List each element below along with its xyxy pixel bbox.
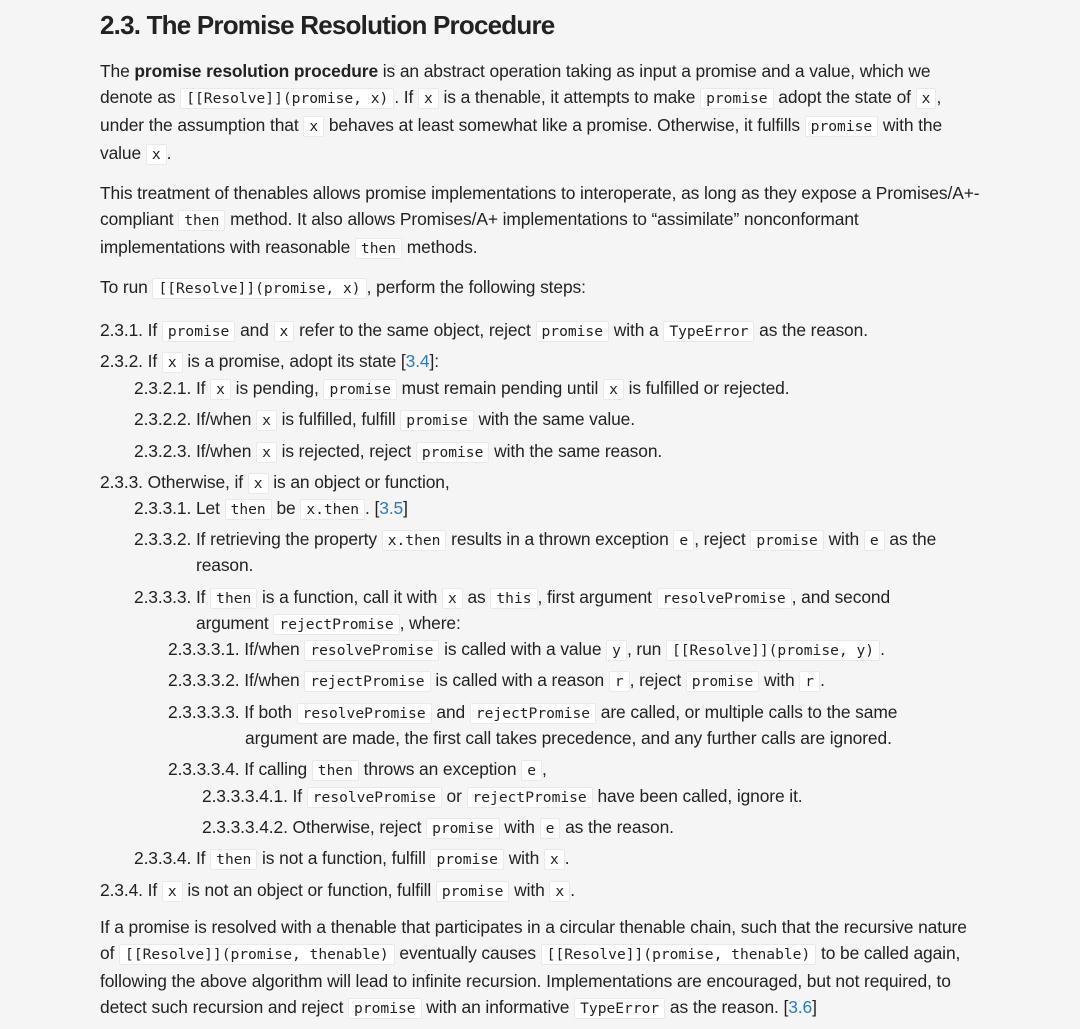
text: The [100,61,135,81]
step-2-3-4 [100,877,575,905]
text: is a function, call it with [257,587,442,607]
reference-link[interactable]: 3.6 [788,997,813,1017]
text: as the [884,529,937,549]
text: , reject [694,529,751,549]
code: promise [536,321,610,342]
code: x [162,352,183,373]
text: is not a function, fulfill [257,848,431,868]
text: , run [626,639,666,659]
text: , under the assumption that [100,87,942,135]
text: with the same value. [473,409,635,429]
code: r [609,671,630,692]
code: [[Resolve]](promise, thenable) [541,944,817,965]
code: then [178,210,225,231]
code: resolvePromise [304,640,439,661]
run-intro [100,274,586,302]
code: x [544,849,565,870]
code: r [799,671,820,692]
text: as the reason. [754,320,868,340]
text: . [564,848,570,868]
text: is pending, [230,378,324,398]
text: . [820,670,825,690]
code: x [256,442,277,463]
text: method. It also allows Promises/A+ implementations to “assimilate” nonconformant implementations with reasonable [100,209,859,257]
step-2-3-3-3-4-2 [202,814,674,842]
text: is rejected, reject [276,441,416,461]
bold-term: promise resolution procedure [134,61,379,81]
code: x.then [382,530,447,551]
code: [[Resolve]](promise, thenable) [119,944,395,965]
text: 2.3.2. If [100,351,162,371]
step-2-3-2 [100,348,439,376]
text: must remain pending until [396,378,604,398]
text: with the value [100,115,943,163]
text: . [ [365,498,380,518]
text: as the reason. [560,817,674,837]
step-2-3-3-3-2 [168,667,825,695]
text: ] [403,498,408,518]
step-2-3-3-3-1 [168,636,885,664]
text: is a thenable, it attempts to make [438,87,701,107]
text: is not an object or function, fulfill [182,880,436,900]
step-2-3-3-2 [134,526,936,554]
text: be [271,498,301,518]
text: or [441,786,467,806]
text: , perform the following steps: [366,277,586,297]
code: promise [750,530,824,551]
step-2-3-3 [100,469,450,497]
text: with a [609,320,664,340]
text: is fulfilled, fulfill [276,409,401,429]
code: promise [805,116,879,137]
text: is an abstract operation taking as input a promise and a value, which we denote as [100,61,931,107]
code: e [521,760,542,781]
code: promise [400,410,474,431]
step-2-3-1 [100,317,868,345]
code: promise [348,998,422,1019]
text: 2.3.2.1. If [134,378,211,398]
step-2-3-3-4 [134,845,570,873]
code: then [225,499,272,520]
code: x [146,144,167,165]
text: with an informative [421,997,575,1017]
code: rejectPromise [467,787,593,808]
text: 2.3.3.3. If [134,587,211,607]
code: x [274,321,295,342]
text: with [823,529,864,549]
text: is fulfilled or rejected. [623,378,790,398]
page-title: 2.3. The Promise Resolution Procedure [100,10,555,40]
text: and [235,320,274,340]
text: If a promise is resolved with a thenable that participates in a circular thenable chain, such that the recursive nature of [100,917,967,963]
code: x [418,88,439,109]
text: and [431,702,470,722]
text: 2.3.3.3.3. If both [168,702,297,722]
code: rejectPromise [273,614,399,635]
step-2-3-3-3-3 [168,699,897,727]
text: with the same reason. [489,441,663,461]
text: refer to the same object, reject [294,320,536,340]
code: y [606,640,627,661]
text: with [503,848,544,868]
recursion-paragraph [100,914,980,1022]
text: throws an exception [358,759,522,779]
text: are called, or multiple calls to the same [596,702,898,722]
text: 2.3.4. If [100,880,162,900]
code: promise [436,881,510,902]
text: , and second [791,587,891,607]
text: 2.3.3.3.4. If calling [168,759,312,779]
code: x [603,379,624,400]
text: 2.3.3.4. If [134,848,211,868]
text: adopt the state of [773,87,916,107]
text: behaves at least somewhat like a promise. Otherwise, it fulfills [324,115,805,135]
text: is an object or function, [268,472,450,492]
text: is a promise, adopt its state [ [182,351,406,371]
step-2-3-3-3-4-1 [202,783,803,811]
code: promise [416,442,490,463]
code: x [442,588,463,609]
code: then [355,238,402,259]
code: x [248,473,269,494]
text: with [499,817,540,837]
code: promise [700,88,774,109]
text: argument [196,613,274,633]
text: results in a thrown exception [446,529,674,549]
text: eventually causes [394,943,541,963]
text: as the reason. [ [665,997,789,1017]
step-2-3-3-2-cont [196,552,253,578]
text: 2.3.3.2. If retrieving the property [134,529,382,549]
code: [[Resolve]](promise, x) [152,278,366,299]
text: 2.3.2.3. If/when [134,441,257,461]
code: promise [430,849,504,870]
text: 2.3.2.2. If/when [134,409,257,429]
text: . [880,639,885,659]
intro-paragraph [100,58,980,168]
code: promise [323,379,397,400]
text: 2.3.3.3.2. If/when [168,670,305,690]
code: [[Resolve]](promise, x) [180,88,394,109]
code: x [162,881,183,902]
code: promise [686,671,760,692]
text: 2.3.3.1. Let [134,498,225,518]
step-2-3-3-3 [134,584,890,612]
step-2-3-3-1 [134,495,408,523]
code: x [549,881,570,902]
text: methods. [402,237,478,257]
text: argument are made, the first call takes precedence, and any further calls are ignored. [245,728,892,748]
code: promise [426,818,500,839]
text: 2.3.3.3.4.1. If [202,786,307,806]
step-2-3-3-3-3-cont [245,725,892,751]
text: , first argument [537,587,657,607]
thenables-paragraph [100,180,980,262]
code: x [210,379,231,400]
code: x.then [300,499,365,520]
code: promise [162,321,236,342]
text: with [759,670,800,690]
step-2-3-2-3 [134,438,662,466]
text: , [541,759,547,779]
text: reason. [196,555,254,575]
reference-link[interactable]: 3.4 [405,351,430,371]
text: 2.3.3.3.1. If/when [168,639,305,659]
code: resolvePromise [307,787,442,808]
text: To run [100,277,153,297]
text: . If [394,87,418,107]
code: resolvePromise [657,588,792,609]
text: with [509,880,550,900]
code: x [916,88,937,109]
code: e [673,530,694,551]
code: x [303,116,324,137]
code: e [864,530,885,551]
text: as [462,587,491,607]
text: 2.3.3. Otherwise, if [100,472,248,492]
text: , reject [629,670,686,690]
text: is called with a reason [430,670,609,690]
code: TypeError [663,321,754,342]
step-2-3-3-3-cont [196,610,461,638]
code: [[Resolve]](promise, y) [666,640,880,661]
text: . [166,143,172,163]
code: resolvePromise [297,703,432,724]
code: rejectPromise [470,703,596,724]
step-2-3-3-3-4 [168,756,547,784]
text: . [570,880,575,900]
text: have been called, ignore it. [592,786,803,806]
code: x [256,410,277,431]
step-2-3-2-2 [134,406,635,434]
code: rejectPromise [304,671,430,692]
text: ]: [429,351,439,371]
text: ] [812,997,817,1017]
text: This treatment of thenables allows promise implementations to interoperate, as long as they expose a Promises/A+-compliant [100,183,980,229]
step-2-3-2-1 [134,375,789,403]
code: then [312,760,359,781]
text: 2.3.1. If [100,320,162,340]
code: e [540,818,561,839]
code: this [490,588,537,609]
text: is called with a value [439,639,607,659]
code: TypeError [574,998,665,1019]
text: to be called again, following the above algorithm will lead to infinite recursion. Implementations are encouraged, but not required, to detect such recursion and reject [100,943,961,1017]
text: 2.3.3.3.4.2. Otherwise, reject [202,817,427,837]
reference-link[interactable]: 3.5 [379,498,404,518]
text: , where: [399,613,461,633]
code: then [210,849,257,870]
code: then [210,588,257,609]
